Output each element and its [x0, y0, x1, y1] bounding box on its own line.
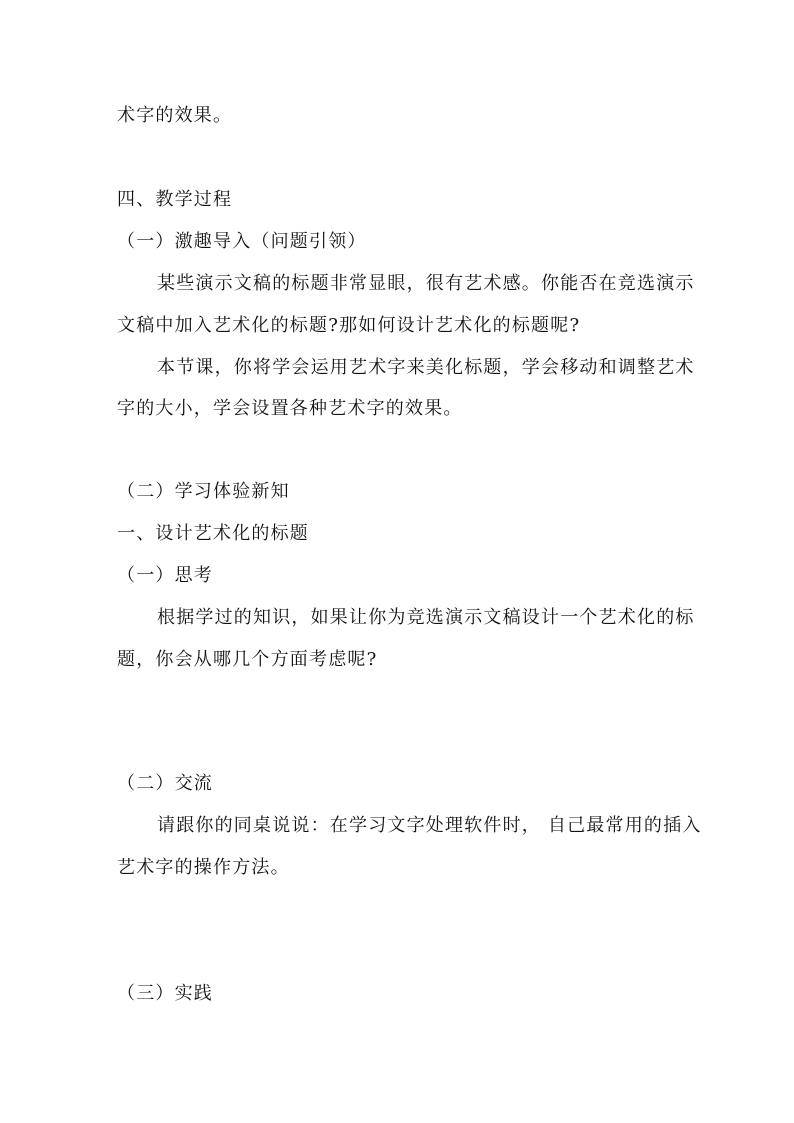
communicate-paragraph-line-1: 请跟你的同桌说说：在学习文字处理软件时， 自己最常用的插入 — [157, 815, 702, 836]
subheading-introduction: （一）激趣导入（问题引领） — [117, 231, 367, 252]
subheading-learning-experience: （二）学习体验新知 — [117, 481, 290, 502]
subheading-communicate: （二）交流 — [117, 773, 213, 794]
section-heading-teaching-process: 四、教学过程 — [117, 189, 233, 210]
subheading-think: （一）思考 — [117, 565, 213, 586]
lesson-goal-line-1: 本节课，你将学会运用艺术字来美化标题，学会移动和调整艺术 — [157, 357, 695, 378]
communicate-paragraph-line-2: 艺术字的操作方法。 — [117, 857, 290, 878]
intro-paragraph-line-2: 文稿中加入艺术化的标题?那如何设计艺术化的标题呢? — [117, 315, 581, 336]
subheading-practice: （三）实践 — [117, 983, 213, 1004]
intro-paragraph-line-1: 某些演示文稿的标题非常显眼，很有艺术感。你能否在竞选演示 — [157, 273, 695, 294]
section-heading-design-title: 一、设计艺术化的标题 — [117, 523, 309, 544]
think-paragraph-line-2: 题，你会从哪几个方面考虑呢? — [117, 649, 378, 670]
lesson-goal-line-2: 字的大小，学会设置各种艺术字的效果。 — [117, 398, 463, 419]
paragraph-continuation: 术字的效果。 — [117, 105, 233, 126]
think-paragraph-line-1: 根据学过的知识，如果让你为竞选演示文稿设计一个艺术化的标 — [157, 607, 695, 628]
